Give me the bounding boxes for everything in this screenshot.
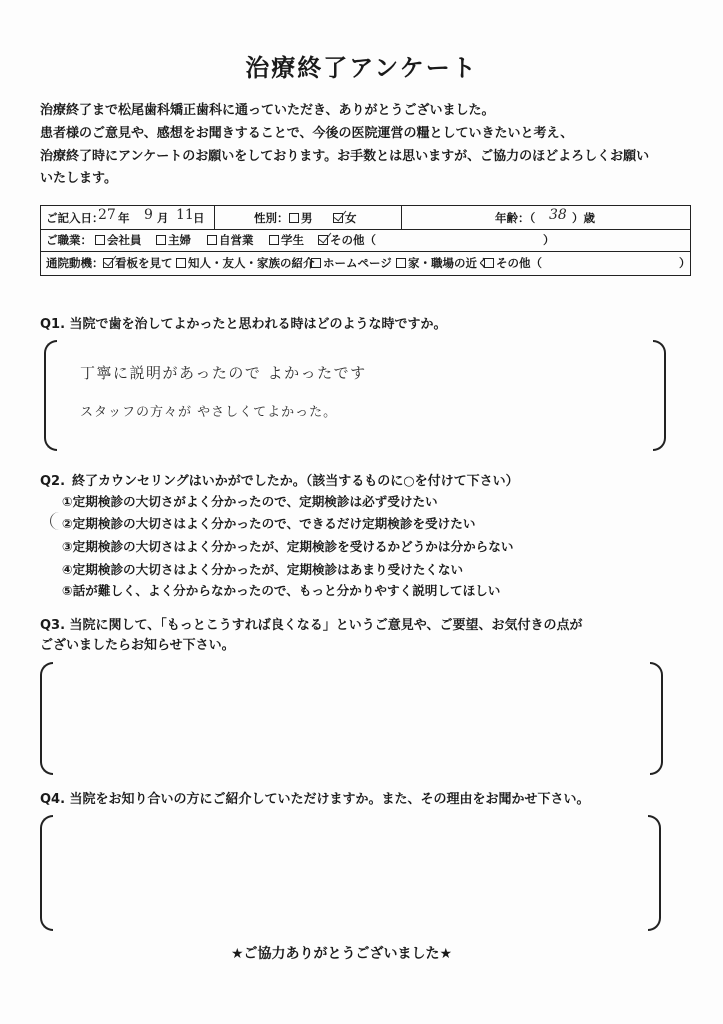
- option-label: その他（: [330, 233, 376, 247]
- q1-left-bracket: [44, 340, 57, 451]
- checkbox-icon: [103, 258, 113, 268]
- motive-option-homepage: [311, 256, 392, 270]
- motive-option-other: [484, 256, 542, 270]
- checkbox-icon: [333, 213, 343, 223]
- thank-you-footer: ★ご協力ありがとうございました★: [230, 946, 453, 962]
- intro-line-3: 治療終了時にアンケートのお願いをしております。お手数とは思いますが、ご協力のほどよろしくお願い: [40, 149, 650, 164]
- checkbox-icon: [484, 258, 494, 268]
- date-month-value: 9: [144, 207, 153, 223]
- q2-option-1: ①定期検診の大切さがよく分かったので、定期検診は必ず受けたい: [62, 494, 438, 509]
- q1-question: Q1. 当院で歯を治してよかったと思われる時はどのような時ですか。: [40, 317, 447, 332]
- occupation-label: ご職業：: [46, 233, 92, 247]
- q4-question: Q4. 当院をお知り合いの方にご紹介していただけますか。また、その理由をお聞かせ下さい。: [40, 792, 590, 807]
- gender-label: 性別：: [254, 211, 289, 225]
- checkbox-icon: [396, 258, 406, 268]
- motive-other-close: ）: [679, 256, 691, 270]
- motive-option-referral: [176, 256, 315, 270]
- checkbox-icon: [95, 235, 105, 245]
- option-label: 看板を見て: [115, 256, 173, 270]
- gender-option-male: [289, 211, 313, 225]
- q3-left-bracket: [40, 662, 53, 775]
- motive-option-signboard: [103, 256, 173, 270]
- column-divider: [401, 206, 402, 229]
- option-label: 家・職場の近く: [408, 256, 489, 270]
- option-label: その他（: [496, 256, 542, 270]
- option-label: 会社員: [107, 233, 142, 247]
- q2-question: 終了カウンセリングはいかがでしたか。（該当するものに○を付けて下さい）: [72, 474, 519, 489]
- option-label: 男: [301, 211, 313, 225]
- q3-question-line-1: Q3. 当院に関して、「もっとこうすれば良くなる」というご意見や、ご要望、お気付きの点が: [40, 618, 583, 633]
- q2-number: Q2.: [40, 474, 66, 489]
- date-year-unit: 年: [118, 211, 130, 225]
- q4-right-bracket: [648, 815, 661, 931]
- q2-option-4: ④定期検診の大切さはよく分かったが、定期検診はあまり受けたくない: [62, 562, 464, 577]
- q3-right-bracket: [650, 662, 663, 775]
- option-label: ホームページ: [323, 256, 392, 270]
- column-divider: [214, 206, 215, 229]
- occupation-other-close: ）: [543, 233, 555, 247]
- checkbox-icon: [311, 258, 321, 268]
- age-suffix: ）歳: [572, 211, 595, 225]
- age-value: 38: [549, 207, 567, 223]
- option-label: 自営業: [219, 233, 254, 247]
- intro-line-4: いたします。: [40, 171, 117, 186]
- checkbox-icon: [176, 258, 186, 268]
- q1-right-bracket: [653, 340, 666, 451]
- occupation-option-homemaker: [156, 233, 191, 247]
- q2-option-3: ③定期検診の大切さはよく分かったが、定期検診を受けるかどうかは分からない: [62, 539, 514, 554]
- option-label: 学生: [281, 233, 304, 247]
- q1-answer-line-1: 丁寧に説明があったので よかったです: [80, 364, 367, 382]
- q3-question-line-2: ございましたらお知らせ下さい。: [40, 638, 235, 653]
- occupation-option-student: [269, 233, 304, 247]
- occupation-option-office-worker: [95, 233, 142, 247]
- checkbox-icon: [318, 235, 328, 245]
- intro-line-1: 治療終了まで松尾歯科矯正歯科に通っていただき、ありがとうございました。: [40, 103, 495, 118]
- motive-label: 通院動機：: [46, 256, 104, 270]
- page-title: 治療終了アンケート: [245, 54, 478, 82]
- age-label: 年齢：（: [495, 211, 536, 225]
- row-divider: [41, 229, 690, 230]
- date-day-value: 11: [176, 207, 194, 223]
- date-year-value: 27: [98, 207, 116, 223]
- selection-circle-mark: [50, 512, 61, 530]
- checkbox-icon: [207, 235, 217, 245]
- occupation-option-self-employed: [207, 233, 254, 247]
- checkbox-icon: [269, 235, 279, 245]
- q4-left-bracket: [40, 815, 53, 931]
- intro-line-2: 患者様のご意見や、感想をお聞きすることで、今後の医院運営の糧としていきたいと考え、: [40, 126, 574, 141]
- q2-option-2: ②定期検診の大切さはよく分かったので、できるだけ定期検診を受けたい: [62, 516, 476, 531]
- checkbox-icon: [289, 213, 299, 223]
- option-label: 知人・友人・家族の紹介: [188, 256, 315, 270]
- info-table: [40, 205, 691, 276]
- q2-option-5: ⑤話が難しく、よく分からなかったので、もっと分かりやすく説明してほしい: [62, 583, 501, 598]
- occupation-option-other: [318, 233, 376, 247]
- date-day-unit: 日: [193, 211, 205, 225]
- q1-answer-line-2: スタッフの方々が やさしくてよかった。: [80, 405, 338, 420]
- option-label: 女: [345, 211, 357, 225]
- date-month-unit: 月: [157, 211, 169, 225]
- motive-option-nearby: [396, 256, 489, 270]
- option-label: 主婦: [168, 233, 191, 247]
- row-divider: [41, 251, 690, 252]
- checkbox-icon: [156, 235, 166, 245]
- date-label: ご記入日：: [46, 211, 104, 225]
- gender-option-female: [333, 211, 357, 225]
